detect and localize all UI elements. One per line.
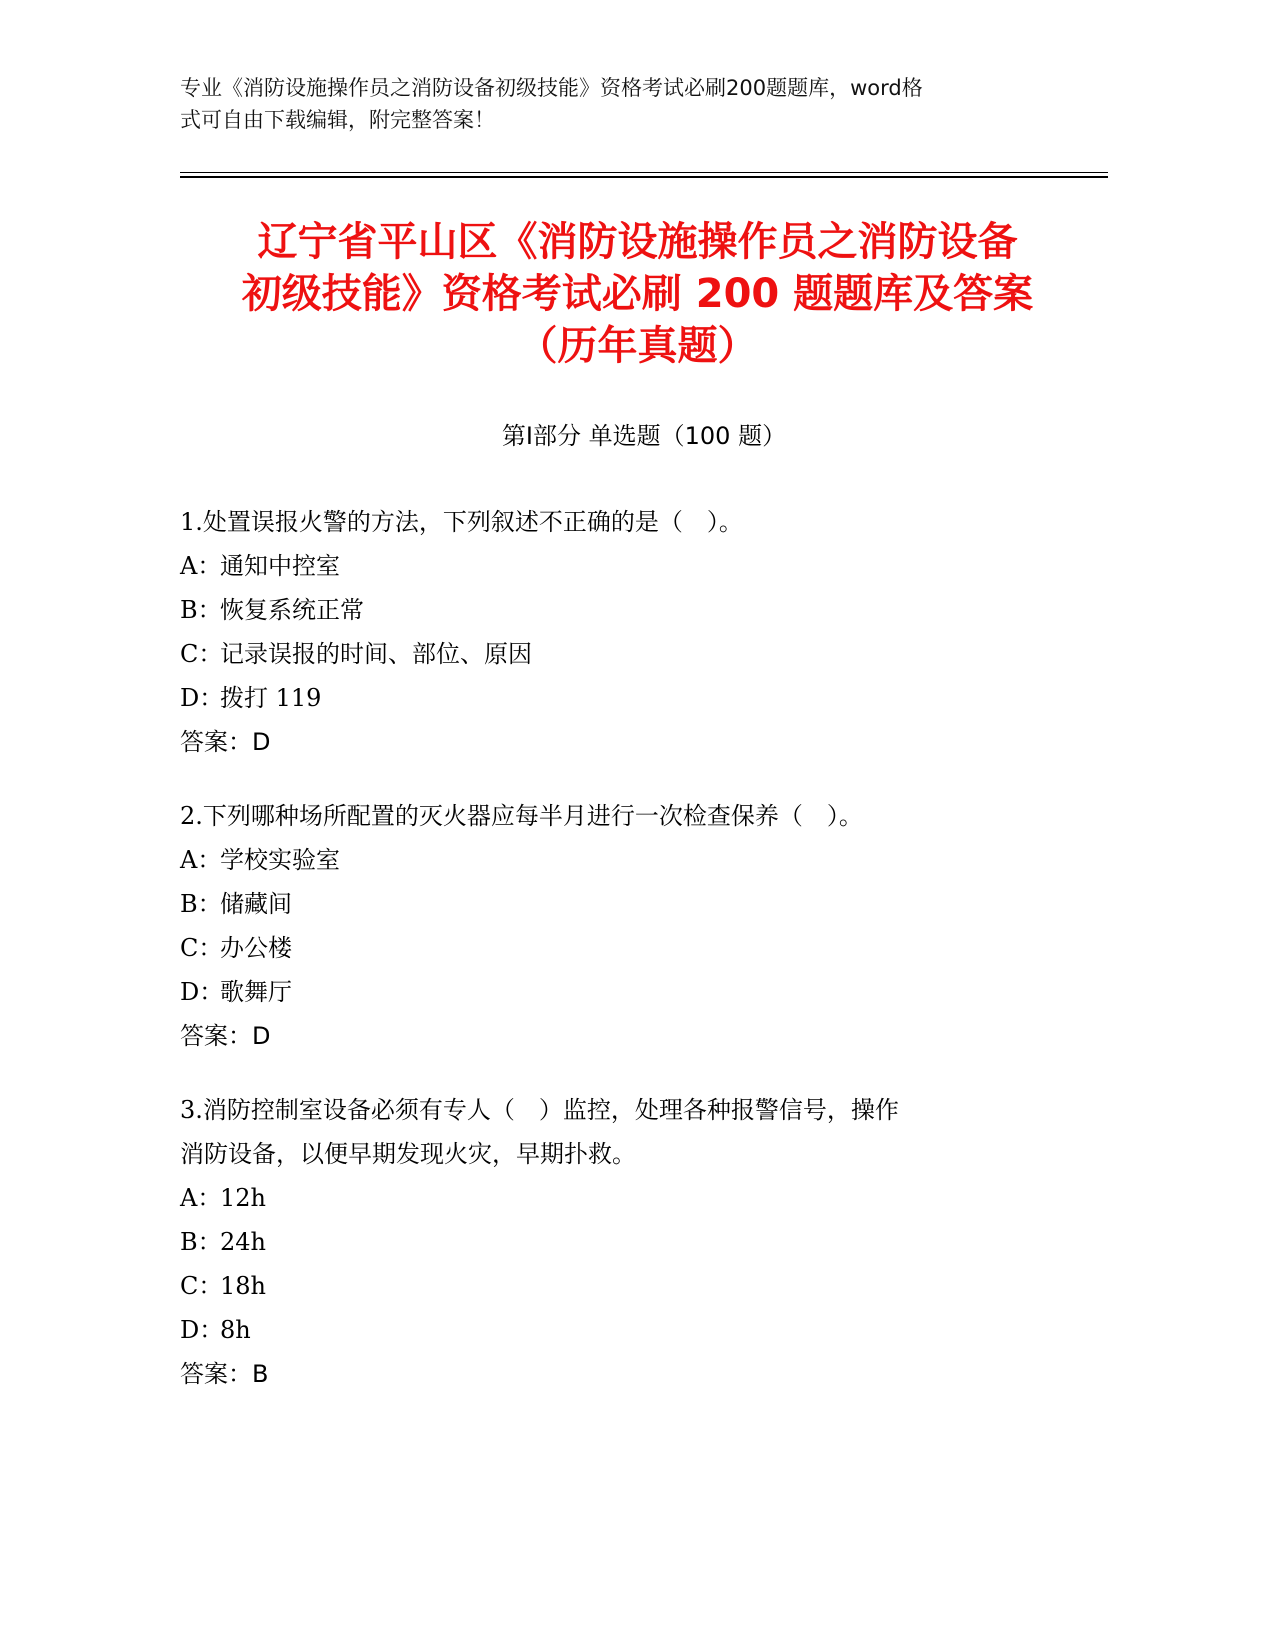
option-text: 24h bbox=[220, 1228, 266, 1256]
header-rule-thick bbox=[180, 176, 1108, 178]
section-heading: 第Ⅰ部分 单选题（100 题） bbox=[501, 422, 787, 450]
option-text: 通知中控室 bbox=[220, 552, 340, 580]
option-text: 12h bbox=[220, 1184, 266, 1212]
question-1 bbox=[180, 500, 1080, 764]
option-c bbox=[180, 1264, 1080, 1308]
document-title bbox=[150, 216, 1125, 372]
header-rule-thin bbox=[180, 172, 1108, 173]
header-note bbox=[180, 72, 1060, 136]
option-d bbox=[180, 1308, 1080, 1352]
question-list bbox=[180, 500, 1080, 1426]
option-text: 恢复系统正常 bbox=[220, 596, 364, 624]
header-note-line-1: 专业《消防设施操作员之消防设备初级技能》资格考试必刷200题题库，word格 bbox=[180, 76, 923, 100]
title-line-2: 初级技能》资格考试必刷 200 题题库及答案 bbox=[241, 271, 1034, 317]
question-3 bbox=[180, 1088, 1080, 1396]
option-letter: B： bbox=[180, 890, 222, 918]
option-letter: D： bbox=[180, 684, 224, 712]
option-letter: A： bbox=[180, 1184, 222, 1212]
option-a bbox=[180, 1176, 1080, 1220]
option-b bbox=[180, 882, 1080, 926]
question-stem: 1.处置误报火警的方法，下列叙述不正确的是（ ）。 bbox=[180, 508, 743, 536]
question-stem-continued: 消防设备，以便早期发现火灾，早期扑救。 bbox=[180, 1140, 636, 1168]
option-text: 18h bbox=[220, 1272, 266, 1300]
option-text: 拨打 119 bbox=[220, 684, 322, 712]
option-d bbox=[180, 970, 1080, 1014]
option-text: 歌舞厅 bbox=[220, 978, 292, 1006]
option-text: 学校实验室 bbox=[220, 846, 340, 874]
question-2 bbox=[180, 794, 1080, 1058]
option-text: 记录误报的时间、部位、原因 bbox=[220, 640, 532, 668]
answer-line: 答案：D bbox=[180, 1022, 271, 1050]
option-b bbox=[180, 588, 1080, 632]
option-letter: C： bbox=[180, 640, 223, 668]
question-stem: 3.消防控制室设备必须有专人（ ）监控，处理各种报警信号，操作 bbox=[180, 1096, 899, 1124]
option-letter: B： bbox=[180, 1228, 222, 1256]
option-letter: A： bbox=[180, 846, 222, 874]
header-note-line-2: 式可自由下载编辑，附完整答案！ bbox=[180, 108, 495, 132]
answer-line: 答案：B bbox=[180, 1360, 269, 1388]
option-letter: A： bbox=[180, 552, 222, 580]
option-letter: D： bbox=[180, 1316, 224, 1344]
option-c bbox=[180, 632, 1080, 676]
option-a bbox=[180, 544, 1080, 588]
option-letter: C： bbox=[180, 934, 223, 962]
option-text: 储藏间 bbox=[220, 890, 292, 918]
option-a bbox=[180, 838, 1080, 882]
option-letter: D： bbox=[180, 978, 224, 1006]
option-text: 办公楼 bbox=[220, 934, 292, 962]
option-text: 8h bbox=[220, 1316, 251, 1344]
title-line-3: （历年真题） bbox=[517, 323, 758, 369]
answer-line: 答案：D bbox=[180, 728, 271, 756]
question-stem: 2.下列哪种场所配置的灭火器应每半月进行一次检查保养（ ）。 bbox=[180, 802, 863, 830]
title-line-1: 辽宁省平山区《消防设施操作员之消防设备 bbox=[257, 219, 1018, 265]
option-letter: B： bbox=[180, 596, 222, 624]
option-letter: C： bbox=[180, 1272, 223, 1300]
option-b bbox=[180, 1220, 1080, 1264]
option-d bbox=[180, 676, 1080, 720]
option-c bbox=[180, 926, 1080, 970]
